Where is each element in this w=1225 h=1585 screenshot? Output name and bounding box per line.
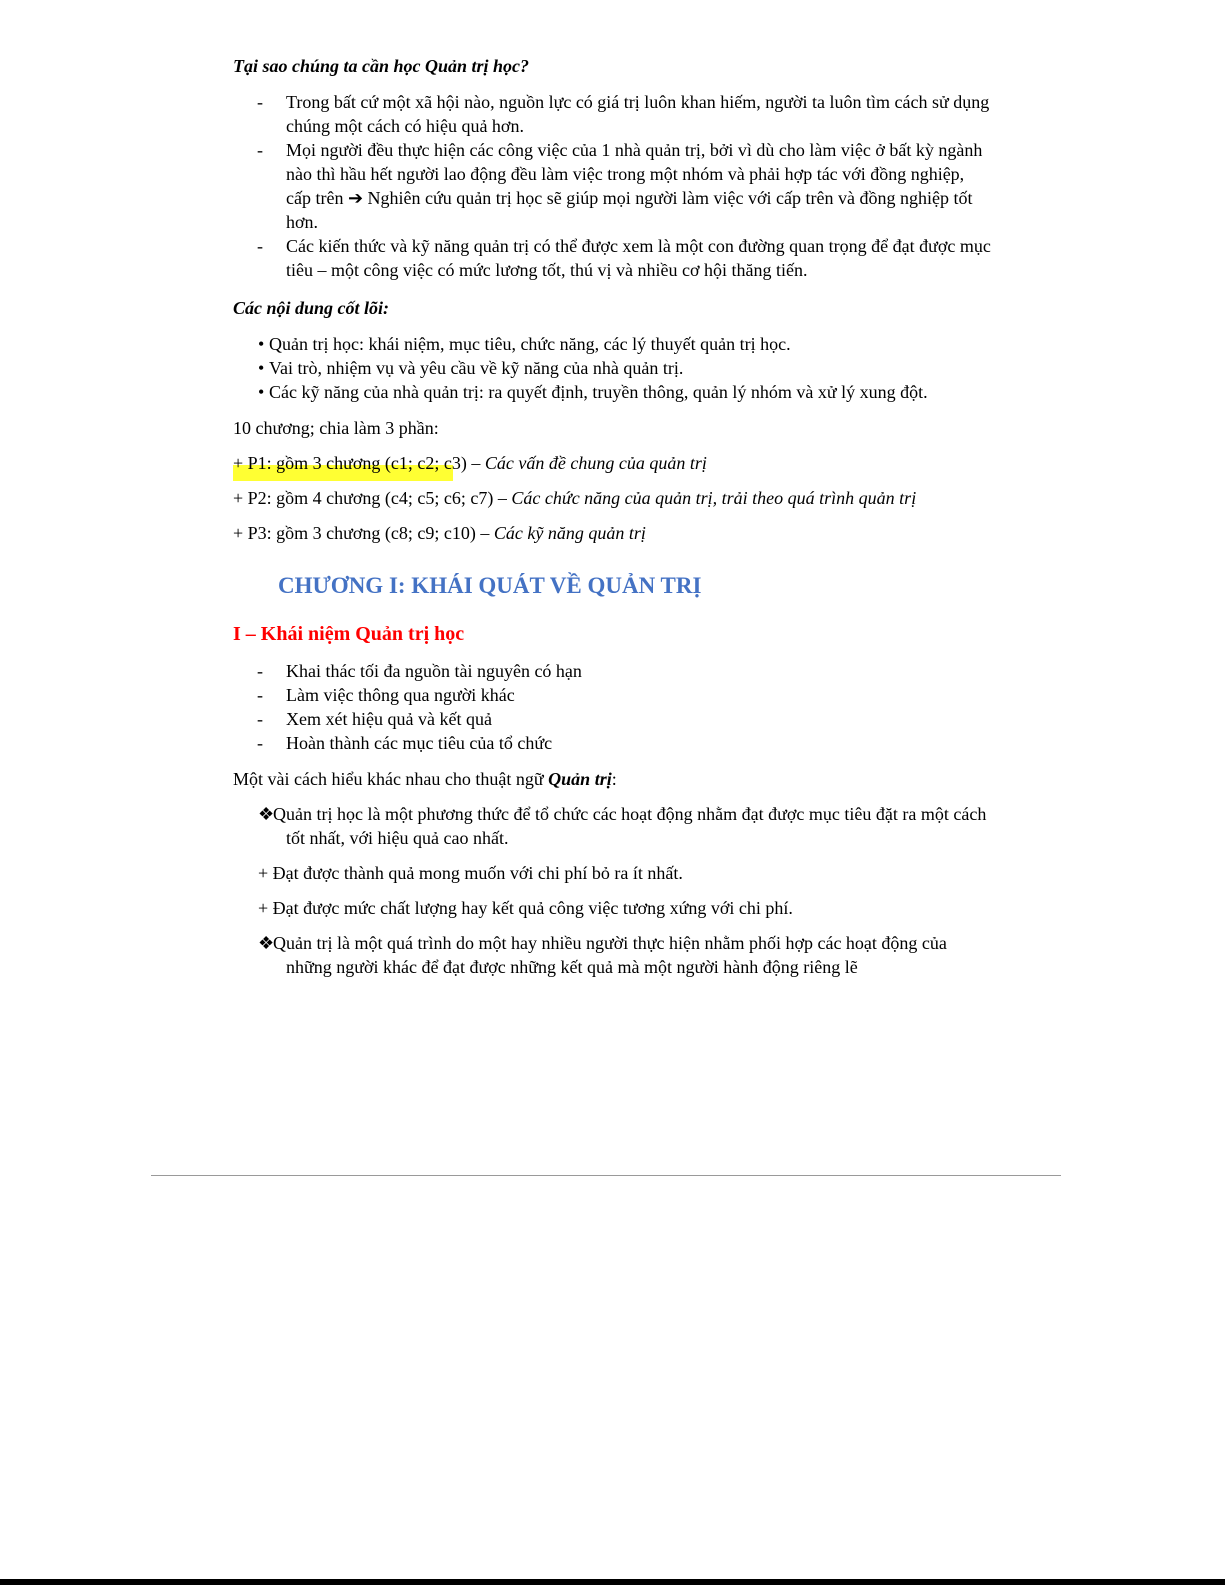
part-3-label: + P3: gồm 3 chương (c8; c9; c10) – [233,523,494,543]
part-2 [233,486,993,510]
part-2-desc: Các chức năng của quản trị, trải theo quá trình quản trị [511,488,917,508]
chapter-title: CHƯƠNG I: KHÁI QUÁT VỀ QUẢN TRỊ [278,573,702,598]
part-1-label: + P1: gồm 3 chương (c1; c2; c3) – [233,453,485,473]
bullet-marker: • [258,334,265,354]
why-heading: Tại sao chúng ta cần học Quản trị học? [233,56,530,76]
part-1 [233,451,993,475]
list-item [233,731,993,755]
core-item-1: Quản trị học: khái niệm, mục tiêu, chức năng, các lý thuyết quản trị học. [269,334,791,354]
concept-list [233,659,993,755]
definition-1-point-1: + Đạt được thành quả mong muốn với chi phí bỏ ra ít nhất. [258,863,683,883]
core-item-3: Các kỹ năng của nhà quản trị: ra quyết định, truyền thông, quản lý nhóm và xử lý xung đột. [269,382,928,402]
page-content [233,54,993,990]
why-item-2: Mọi người đều thực hiện các công việc của 1 nhà quản trị, bởi vì dù cho làm việc ở bất kỳ ngành nào thì hầu hết người lao động đều làm việc trong một nhóm và phải hợp tác với đồng nghiệp, cấp trên ➔ Nghiên cứu quản trị học sẽ giúp mọi người làm việc với cấp trên và đồng nghiệp tốt hơn. [286,140,983,232]
concept-item-3: Xem xét hiệu quả và kết quả [286,709,492,729]
why-list [233,90,993,282]
section-title: I – Khái niệm Quản trị học [233,623,465,645]
list-item [258,332,993,356]
intro-text: Một vài cách hiểu khác nhau cho thuật ngữ [233,769,549,789]
core-heading: Các nội dung cốt lõi: [233,298,390,318]
list-item [258,380,993,404]
bullet-marker: • [258,382,265,402]
part-3 [233,521,993,545]
dash-marker: - [257,733,263,753]
list-item [233,234,993,282]
bottom-border [0,1579,1225,1585]
why-item-1: Trong bất cứ một xã hội nào, nguồn lực có giá trị luôn khan hiếm, người ta luôn tìm cách sử dụng chúng một cách có hiệu quả hơn. [286,92,990,136]
dash-marker: - [257,92,263,112]
part-1-desc: Các vấn đề chung của quản trị [484,453,707,473]
core-list [258,332,993,404]
part-3-desc: Các kỹ năng quản trị [493,523,646,543]
definition-2 [258,931,993,979]
list-item [233,138,993,234]
intro-end: : [611,769,617,789]
bullet-marker: • [258,358,265,378]
part-2-label: + P2: gồm 4 chương (c4; c5; c6; c7) – [233,488,512,508]
definition-1 [258,802,993,850]
page-divider [151,1175,1061,1176]
dash-marker: - [257,661,263,681]
list-item [233,90,993,138]
definitions-intro [233,767,993,791]
concept-item-2: Làm việc thông qua người khác [286,685,515,705]
definition-1-point-2: + Đạt được mức chất lượng hay kết quả công việc tương xứng với chi phí. [258,898,793,918]
list-item [233,683,993,707]
diamond-bullet-icon: ❖ [258,933,275,953]
diamond-bullet-icon: ❖ [258,804,275,824]
list-item [233,659,993,683]
intro-term: Quản trị [548,769,612,789]
dash-marker: - [257,236,263,256]
dash-marker: - [257,709,263,729]
dash-marker: - [257,140,263,160]
structure-summary: 10 chương; chia làm 3 phần: [233,418,439,438]
definition-2-text: Quản trị là một quá trình do một hay nhiều người thực hiện nhằm phối hợp các hoạt động của những người khác để đạt được những kết quả mà một người hành động riêng lẽ [273,933,947,977]
concept-item-1: Khai thác tối đa nguồn tài nguyên có hạn [286,661,582,681]
core-item-2: Vai trò, nhiệm vụ và yêu cầu về kỹ năng của nhà quản trị. [269,358,684,378]
list-item [258,356,993,380]
definition-1-text: Quản trị học là một phương thức để tổ chức các hoạt động nhằm đạt được mục tiêu đặt ra một cách tốt nhất, với hiệu quả cao nhất. [273,804,987,848]
list-item [233,707,993,731]
dash-marker: - [257,685,263,705]
concept-item-4: Hoàn thành các mục tiêu của tổ chức [286,733,553,753]
why-item-3: Các kiến thức và kỹ năng quản trị có thể được xem là một con đường quan trọng để đạt được mục tiêu – một công việc có mức lương tốt, thú vị và nhiều cơ hội thăng tiến. [286,236,991,280]
